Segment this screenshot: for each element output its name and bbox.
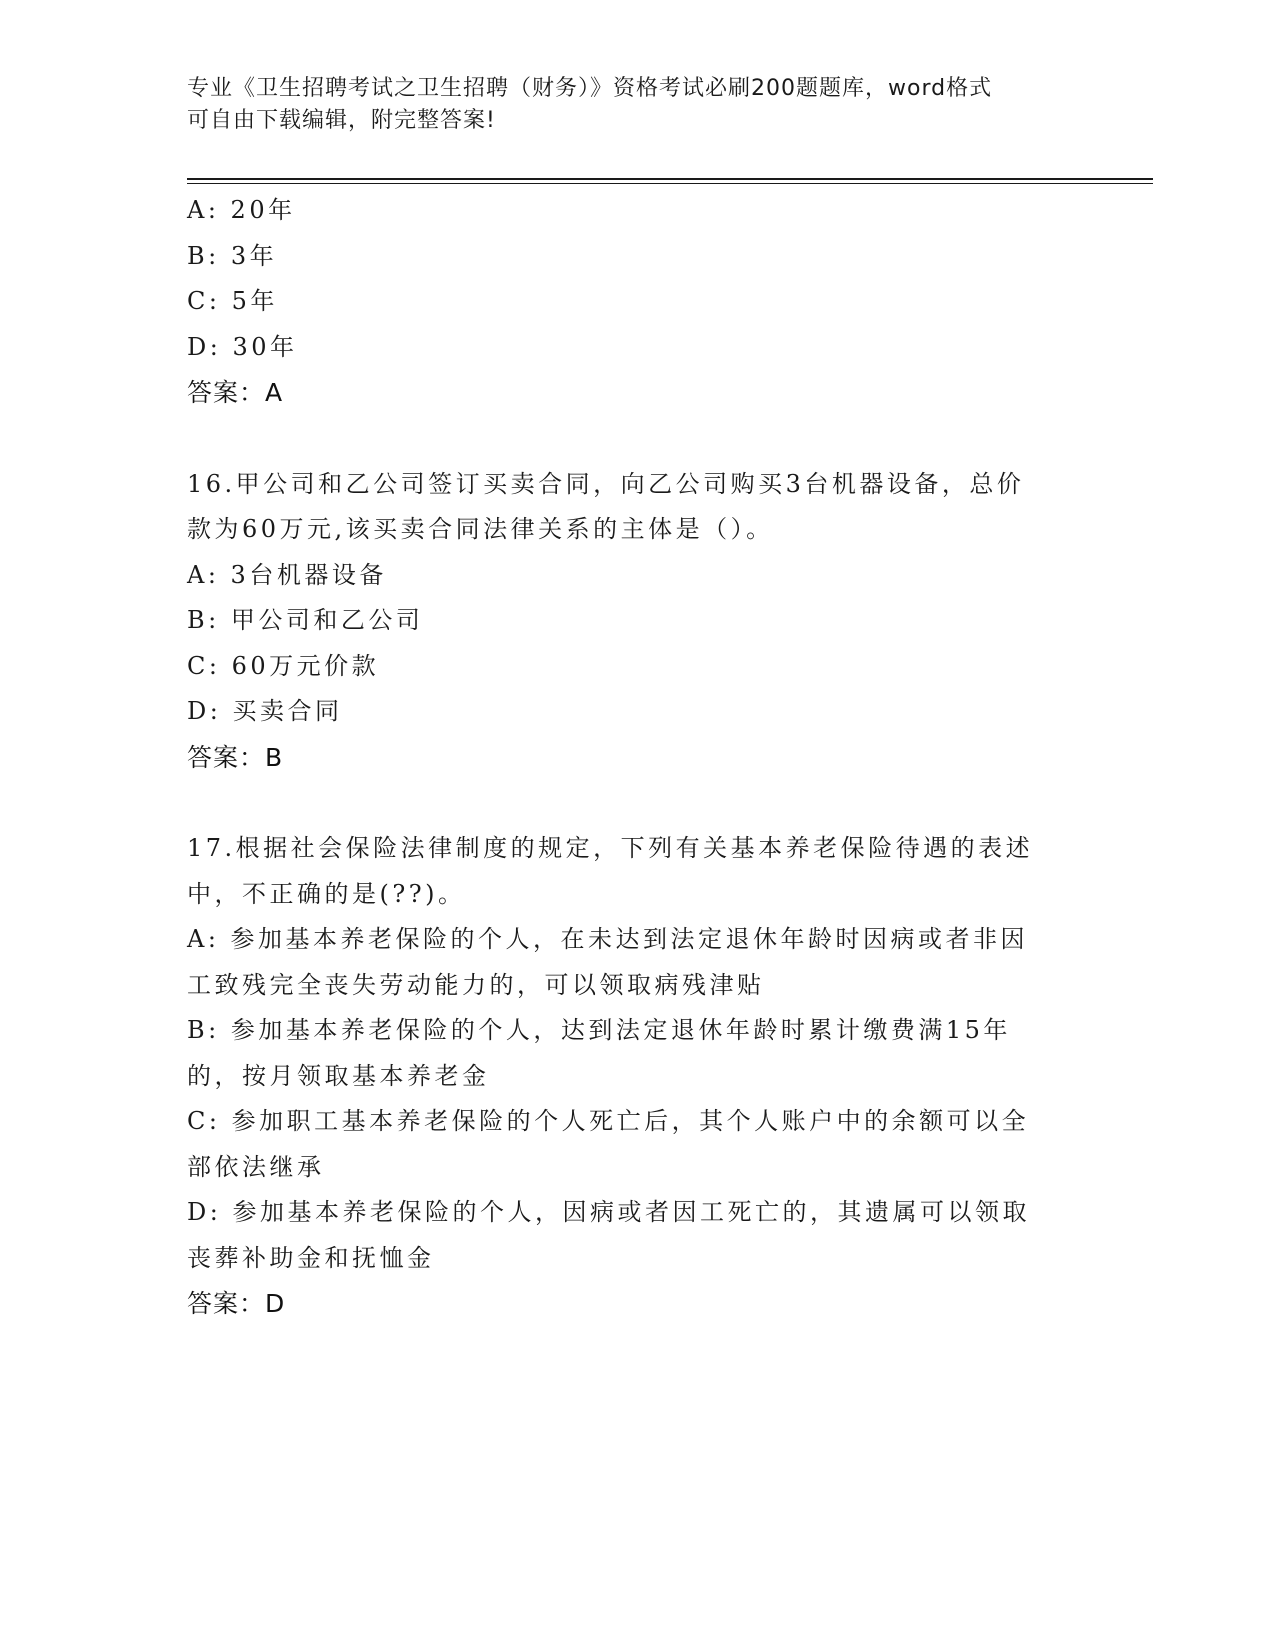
q15-answer: 答案：A [187,378,284,407]
q17-option-b-line-2: 的，按月领取基本养老金 [187,1061,490,1090]
q17-option-d-line-2: 丧葬补助金和抚恤金 [187,1243,435,1272]
q17-answer: 答案：D [187,1289,286,1318]
question-17 [187,826,1087,1327]
q15-option-b: B: 3年 [187,241,278,270]
q16-option-a: A: 3台机器设备 [187,560,387,589]
document-body [187,188,1087,1327]
header-line-1: 专业《卫生招聘考试之卫生招聘（财务）》资格考试必刷200题题库，word格式 [187,76,993,101]
q15-option-c: C: 5年 [187,287,278,315]
q16-option-d: D: 买卖合同 [187,697,343,725]
q16-stem-line-2: 款为60万元,该买卖合同法律关系的主体是（）。 [187,515,774,543]
question-15 [187,188,1087,416]
header-rule-thick [187,178,1153,180]
q15-option-d: D: 30年 [187,332,298,361]
q17-option-a-line-1: A: 参加基本养老保险的个人，在未达到法定退休年龄时因病或者非因 [187,925,1029,953]
q17-option-a-line-2: 工致残完全丧失劳动能力的，可以领取病残津贴 [187,970,765,999]
q15-option-a: A: 20年 [187,196,296,224]
q17-stem-line-2: 中，不正确的是(??)。 [187,879,466,908]
q17-option-b-line-1: B: 参加基本养老保险的个人，达到法定退休年龄时累计缴费满15年 [187,1016,1011,1044]
q17-option-c-line-2: 部依法继承 [187,1152,325,1181]
q17-option-c-line-1: C: 参加职工基本养老保险的个人死亡后，其个人账户中的余额可以全 [187,1107,1030,1135]
header-rule-thin [187,183,1153,184]
q16-option-b: B: 甲公司和乙公司 [187,606,424,634]
q17-stem-line-1: 17.根据社会保险法律制度的规定，下列有关基本养老保险待遇的表述 [187,834,1034,862]
document-header [187,73,1087,137]
header-line-2: 可自由下载编辑，附完整答案! [187,108,496,133]
q16-answer: 答案：B [187,742,284,772]
q16-stem-line-1: 16.甲公司和乙公司签订买卖合同，向乙公司购买3台机器设备，总价 [187,469,1025,498]
spacer [187,780,1087,826]
question-16 [187,462,1087,781]
q17-option-d-line-1: D: 参加基本养老保险的个人，因病或者因工死亡的，其遗属可以领取 [187,1198,1030,1226]
spacer [187,416,1087,462]
q16-option-c: C: 60万元价款 [187,651,380,680]
